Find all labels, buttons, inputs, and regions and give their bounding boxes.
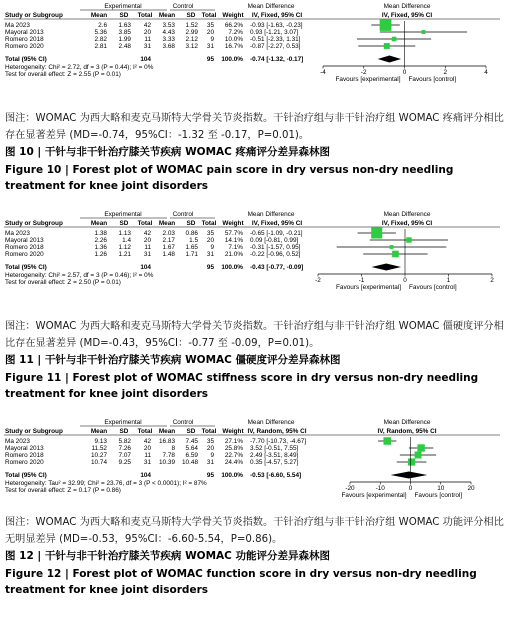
col-e-mean: Mean: [90, 12, 108, 19]
header-control: Control: [172, 419, 194, 426]
study-name: Romero 2018: [5, 244, 44, 251]
study-name: Mayoral 2013: [5, 237, 44, 244]
overall-effect: Test for overall effect: Z = 2.55 (P = 0.01): [5, 71, 121, 78]
cell-e-n: 42: [143, 230, 151, 237]
col-method-left: IV, Fixed, 95% CI: [251, 12, 303, 19]
cell-c-mean: 1.48: [162, 251, 175, 258]
caption-cn-fig12: 图 12 | 干针与非干针治疗膝关节疾病 WOMAC 功能评分差异森林图: [5, 550, 331, 562]
col-c-sd: SD: [186, 220, 196, 227]
x-tick-label: 20: [467, 485, 475, 492]
col-c-mean: Mean: [158, 220, 176, 227]
cell-c-n: 20: [206, 237, 214, 244]
total-ci: -0.43 [-0.77, -0.09]: [250, 264, 304, 271]
cell-e-sd: 1.4: [122, 237, 131, 244]
study-square: [406, 237, 411, 242]
cell-ci: -0.87 [-2.27, 0.53]: [250, 43, 301, 50]
x-tick-label: 4: [484, 69, 488, 76]
cell-c-mean: 2.17: [162, 237, 175, 244]
study-square: [390, 245, 394, 249]
cell-e-sd: 5.82: [118, 438, 131, 445]
cell-weight: 24.4%: [224, 459, 243, 466]
study-square: [415, 452, 422, 459]
cell-c-n: 31: [206, 251, 214, 258]
favours-experimental: Favours [experimental]: [341, 492, 407, 499]
cell-weight: 21.0%: [224, 251, 243, 258]
cell-e-mean: 2.81: [94, 43, 107, 50]
cell-e-sd: 1.63: [118, 22, 131, 29]
heterogeneity: Heterogeneity: Chi² = 2.57, df = 3 (P = 0.46); I² = 0%: [5, 272, 154, 279]
heterogeneity: Heterogeneity: Tau² = 32.99; Chi² = 23.76, df = 3 (P < 0.0001); I² = 87%: [5, 480, 207, 487]
col-method-left: IV, Random, 95% CI: [247, 428, 307, 435]
study-name: Ma 2023: [5, 22, 30, 29]
header-experimental: Experimental: [104, 3, 142, 10]
col-study: Study or Subgroup: [5, 428, 63, 435]
cell-c-sd: 6.59: [185, 452, 198, 459]
favours-control: Favours [control]: [414, 492, 463, 499]
total-label: Total (95% CI): [5, 56, 47, 63]
cell-c-n: 20: [206, 29, 214, 36]
total-weight: 100.0%: [221, 264, 243, 271]
x-tick-label: 0: [402, 69, 407, 76]
col-e-total: Total: [137, 12, 153, 19]
col-e-mean: Mean: [90, 220, 108, 227]
header-control: Control: [172, 3, 194, 10]
study-name: Romero 2018: [5, 36, 44, 43]
study-name: Romero 2020: [5, 459, 44, 466]
col-c-mean: Mean: [158, 428, 176, 435]
total-ci: -0.74 [-1.32, -0.17]: [250, 56, 304, 63]
study-square: [417, 444, 424, 451]
cell-c-sd: 1.5: [189, 237, 198, 244]
note-fig12: 图注：WOMAC 为西大略和麦克马斯特大学骨关节炎指数。干针治疗组与非干针治疗组 WOMAC 功能评分相比无明显差异 (MD=-0.53，95%CI：-6.60-5.54，P=0.86)。: [5, 517, 504, 545]
x-tick-label: 2: [490, 277, 494, 284]
cell-e-sd: 9.25: [118, 459, 131, 466]
cell-ci: 0.35 [-4.57, 5.27]: [250, 459, 299, 466]
x-tick-label: -2: [315, 277, 321, 284]
total-diamond: [372, 264, 402, 271]
study-square: [392, 37, 397, 42]
cell-ci: -0.31 [-1.57, 0.95]: [250, 244, 301, 251]
x-tick-label: -2: [360, 69, 367, 76]
cell-weight: 7.1%: [228, 244, 243, 251]
cell-c-sd: 1.71: [185, 251, 198, 258]
cell-e-mean: 2.82: [94, 36, 107, 43]
cell-c-n: 35: [206, 230, 214, 237]
forest-svg: [0, 0, 511, 110]
cell-e-sd: 1.13: [118, 230, 131, 237]
study-square: [408, 458, 415, 465]
cell-ci: 0.93 [-1.21, 3.07]: [250, 29, 299, 36]
cell-e-n: 20: [143, 237, 151, 244]
forest-svg: [0, 416, 511, 526]
cell-e-sd: 7.07: [118, 452, 131, 459]
x-tick-label: -1: [358, 277, 365, 284]
header-md-right: Mean Difference: [383, 419, 431, 426]
col-study: Study or Subgroup: [5, 12, 63, 19]
total-ci: -0.53 [-6.60, 5.54]: [250, 472, 302, 479]
cell-e-n: 20: [143, 29, 151, 36]
col-c-total: Total: [201, 428, 217, 435]
favours-control: Favours [control]: [409, 284, 457, 291]
col-method-right: IV, Fixed, 95% CI: [381, 220, 433, 227]
cell-weight: 22.7%: [224, 452, 243, 459]
cell-c-n: 9: [210, 244, 214, 251]
header-md-right: Mean Difference: [383, 3, 431, 10]
header-control: Control: [172, 211, 194, 218]
caption-en-fig10: Figure 10 | Forest plot of WOMAC pain score in dry versus non-dry needling treatment for knee joint disorders: [5, 164, 454, 192]
col-e-mean: Mean: [90, 428, 108, 435]
note-fig10: 图注：WOMAC 为西大略和麦克马斯特大学骨关节炎指数。干针治疗组与非干针治疗组 WOMAC 疼痛评分相比存在显著差异 (MD=-0.74，95%CI：-1.32 至 -0.17，P=0.01)。: [5, 113, 504, 141]
x-tick-label: 2: [443, 69, 448, 76]
cell-e-mean: 2.6: [98, 22, 107, 29]
x-tick-label: -10: [375, 485, 385, 492]
overall-effect: Test for overall effect: Z = 2.50 (P = 0.01): [5, 279, 121, 286]
cell-c-sd: 0.86: [185, 230, 198, 237]
overall-effect: Test for overall effect: Z = 0.17 (P = 0.86): [5, 487, 121, 494]
total-c: 95: [206, 472, 214, 479]
total-label: Total (95% CI): [5, 264, 47, 271]
col-weight: Weight: [222, 428, 244, 435]
cell-e-mean: 5.36: [94, 29, 107, 36]
cell-e-sd: 1.12: [118, 244, 131, 251]
x-tick-label: 0: [408, 485, 413, 492]
cell-weight: 57.7%: [224, 230, 243, 237]
cell-weight: 25.8%: [224, 445, 243, 452]
cell-c-sd: 3.12: [185, 43, 198, 50]
cell-c-n: 9: [210, 36, 214, 43]
study-square: [422, 30, 426, 34]
cell-weight: 7.2%: [228, 29, 243, 36]
header-experimental: Experimental: [104, 419, 142, 426]
col-e-sd: SD: [119, 428, 129, 435]
study-square: [392, 251, 399, 258]
forest-svg: [0, 208, 511, 318]
col-c-total: Total: [201, 220, 217, 227]
cell-c-mean: 8: [171, 445, 175, 452]
cell-weight: 27.1%: [224, 438, 243, 445]
cell-e-mean: 2.26: [94, 237, 107, 244]
forest-plot-fig11: [0, 208, 511, 318]
cell-weight: 10.0%: [224, 36, 243, 43]
study-square: [383, 437, 391, 445]
cell-e-n: 11: [144, 244, 151, 251]
cell-c-sd: 7.45: [185, 438, 198, 445]
col-weight: Weight: [222, 12, 244, 19]
study-name: Ma 2023: [5, 230, 30, 237]
cell-c-n: 20: [206, 445, 214, 452]
cell-e-n: 31: [143, 43, 151, 50]
cell-weight: 66.2%: [224, 22, 243, 29]
x-tick-label: -4: [320, 69, 326, 76]
cell-ci: -0.51 [-2.33, 1.31]: [250, 36, 301, 43]
cell-c-n: 31: [206, 43, 214, 50]
total-diamond: [391, 472, 428, 479]
total-c: 95: [206, 56, 214, 63]
cell-ci: 0.09 [-0.81, 0.99]: [250, 237, 299, 244]
cell-ci: 2.49 [-3.51, 8.49]: [250, 452, 299, 459]
total-e: 104: [140, 264, 151, 271]
favours-experimental: Favours [experimental]: [335, 76, 401, 83]
cell-e-mean: 1.38: [94, 230, 107, 237]
col-c-sd: SD: [186, 12, 196, 19]
cell-c-sd: 10.48: [182, 459, 198, 466]
study-square: [380, 19, 392, 31]
x-tick-label: 10: [437, 485, 445, 492]
total-label: Total (95% CI): [5, 472, 47, 479]
cell-c-mean: 10.39: [159, 459, 175, 466]
forest-plot-fig10: [0, 0, 511, 110]
cell-c-mean: 3.68: [162, 43, 175, 50]
favours-control: Favours [control]: [408, 76, 457, 83]
total-weight: 100.0%: [221, 56, 243, 63]
favours-experimental: Favours [experimental]: [336, 284, 401, 291]
cell-c-sd: 5.64: [185, 445, 198, 452]
study-name: Ma 2023: [5, 438, 30, 445]
cell-c-mean: 2.03: [162, 230, 175, 237]
study-name: Romero 2020: [5, 251, 44, 258]
cell-e-mean: 10.27: [91, 452, 107, 459]
cell-c-n: 35: [206, 438, 214, 445]
header-md-left: Mean Difference: [247, 211, 295, 218]
cell-e-n: 42: [143, 438, 151, 445]
col-method-left: IV, Fixed, 95% CI: [251, 220, 303, 227]
cell-e-mean: 1.26: [94, 251, 107, 258]
total-e: 104: [140, 56, 151, 63]
x-tick-label: -20: [345, 485, 355, 492]
study-name: Mayoral 2013: [5, 445, 44, 452]
cell-e-n: 31: [143, 459, 151, 466]
col-weight: Weight: [222, 220, 244, 227]
x-tick-label: 1: [446, 277, 451, 284]
cell-ci: -0.65 [-1.09, -0.21]: [250, 230, 303, 237]
col-c-mean: Mean: [158, 12, 176, 19]
caption-cn-fig11: 图 11 | 干针与非干针治疗膝关节疾病 WOMAC 僵硬度评分差异森林图: [5, 354, 341, 366]
cell-c-sd: 1.65: [185, 244, 198, 251]
study-square: [384, 43, 390, 49]
cell-weight: 14.1%: [224, 237, 243, 244]
study-name: Mayoral 2013: [5, 29, 44, 36]
cell-e-n: 31: [143, 251, 151, 258]
col-c-sd: SD: [186, 428, 196, 435]
cell-c-mean: 4.43: [162, 29, 175, 36]
cell-ci: -0.93 [-1.63, -0.23]: [250, 22, 303, 29]
col-method-right: IV, Random, 95% CI: [377, 428, 437, 435]
cell-e-sd: 1.21: [118, 251, 131, 258]
col-method-right: IV, Fixed, 95% CI: [381, 12, 433, 19]
cell-e-n: 11: [144, 36, 151, 43]
study-square: [371, 227, 382, 238]
cell-weight: 16.7%: [224, 43, 243, 50]
cell-e-sd: 1.99: [118, 36, 131, 43]
cell-e-mean: 10.74: [91, 459, 107, 466]
total-diamond: [378, 56, 401, 63]
forest-plot-fig12: [0, 416, 511, 526]
header-md-left: Mean Difference: [247, 3, 295, 10]
col-e-total: Total: [137, 428, 153, 435]
col-study: Study or Subgroup: [5, 220, 63, 227]
col-e-sd: SD: [119, 220, 129, 227]
caption-en-fig12: Figure 12 | Forest plot of WOMAC function score in dry versus non-dry needling treatment for knee joint disorders: [5, 568, 477, 596]
cell-e-sd: 2.48: [118, 43, 131, 50]
cell-c-n: 35: [206, 22, 214, 29]
caption-en-fig11: Figure 11 | Forest plot of WOMAC stiffness score in dry versus non-dry needling treatment for knee joint disorders: [5, 372, 479, 400]
x-tick-label: 0: [403, 277, 407, 284]
study-name: Romero 2020: [5, 43, 44, 50]
cell-e-sd: 7.26: [118, 445, 131, 452]
cell-ci: -7.70 [-10.73, -4.67]: [250, 438, 307, 445]
cell-e-n: 42: [143, 22, 151, 29]
cell-c-mean: 1.67: [162, 244, 175, 251]
study-name: Romero 2018: [5, 452, 44, 459]
col-e-total: Total: [137, 220, 153, 227]
cell-c-mean: 3.53: [162, 22, 175, 29]
cell-e-sd: 3.85: [118, 29, 131, 36]
cell-c-mean: 7.78: [162, 452, 175, 459]
col-c-total: Total: [201, 12, 217, 19]
cell-e-mean: 11.52: [91, 445, 107, 452]
cell-ci: -0.22 [-0.96, 0.52]: [250, 251, 301, 258]
heterogeneity: Heterogeneity: Chi² = 2.72, df = 3 (P = 0.44); I² = 0%: [5, 64, 154, 71]
caption-cn-fig10: 图 10 | 干针与非干针治疗膝关节疾病 WOMAC 疼痛评分差异森林图: [5, 146, 331, 158]
cell-c-sd: 1.52: [185, 22, 198, 29]
cell-e-mean: 9.13: [94, 438, 107, 445]
col-e-sd: SD: [119, 12, 129, 19]
header-experimental: Experimental: [104, 211, 142, 218]
cell-c-sd: 2.12: [185, 36, 198, 43]
cell-ci: 3.52 [-0.51, 7.55]: [250, 445, 299, 452]
cell-c-mean: 16.83: [159, 438, 175, 445]
cell-e-n: 20: [143, 445, 151, 452]
total-c: 95: [206, 264, 214, 271]
note-fig11: 图注：WOMAC 为西大略和麦克马斯特大学骨关节炎指数。干针治疗组与非干针治疗组 WOMAC 僵硬度评分相比存在显著差异 (MD=-0.43，95%CI：-0.77 至 -0.09，P=0.01)。: [5, 321, 504, 349]
cell-c-mean: 3.33: [162, 36, 175, 43]
header-md-left: Mean Difference: [247, 419, 295, 426]
cell-e-n: 11: [144, 452, 151, 459]
cell-c-sd: 2.99: [185, 29, 198, 36]
header-md-right: Mean Difference: [383, 211, 431, 218]
total-weight: 100.0%: [221, 472, 243, 479]
total-e: 104: [140, 472, 151, 479]
cell-c-n: 31: [206, 459, 214, 466]
cell-c-n: 9: [210, 452, 214, 459]
cell-e-mean: 1.36: [94, 244, 107, 251]
